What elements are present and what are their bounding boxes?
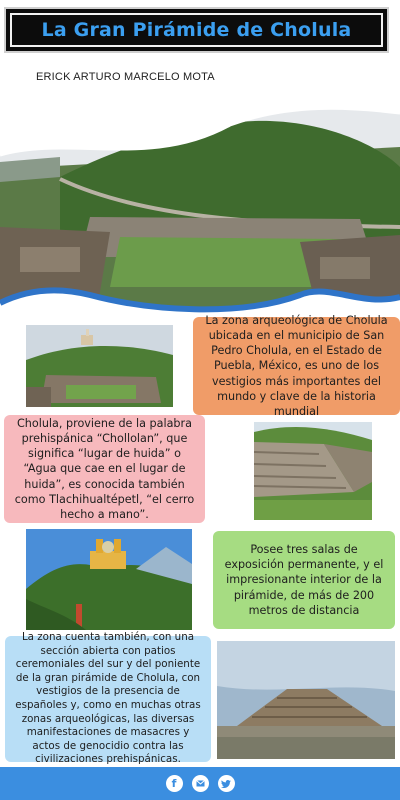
photo-pyramid-of-the-sun xyxy=(217,641,395,759)
info-text-exhibitions: Posee tres salas de exposición permanente, y el impresionante interior de la pirámide, de más de 200 metros de distancia xyxy=(224,542,384,617)
info-text-ceremonial-patios: La zona cuenta también, con una sección abierta con patios ceremoniales del sur y del poniente de la gran pirámide de Cholula, con vestigios de la presencia de españoles y, como en muchas otras zonas arqueológicas, las diversas manifestaciones de masacres y actos de genocidio contra las civilizaciones prehispánicas. xyxy=(15,631,201,766)
info-box-location xyxy=(193,313,400,419)
title-frame xyxy=(10,13,383,47)
twitter-icon[interactable] xyxy=(218,775,235,792)
photo-pyramid-walls xyxy=(254,422,372,520)
info-box-name-origin xyxy=(4,415,205,523)
title-banner xyxy=(4,7,389,53)
photo-church-volcano xyxy=(26,529,192,630)
info-text-location: La zona arqueológica de Cholula ubicada en el municipio de San Pedro Cholula, en el Estado de Puebla, México, es uno de los vestigios más importantes del mundo y clave de la historia mundial xyxy=(205,313,388,419)
info-box-exhibitions xyxy=(213,531,395,629)
photo-church-on-pyramid xyxy=(26,325,173,407)
footer-bar xyxy=(0,767,400,800)
page-title: La Gran Pirámide de Cholula xyxy=(41,19,352,41)
info-text-name-origin: Cholula, proviene de la palabra prehispánica “Chollolan”, que significa “lugar de huida” o “Agua que cae en el lugar de huida”, es conocida también como Tlachihualtépetl, “el cerro hecho a mano”. xyxy=(14,416,195,522)
email-icon[interactable] xyxy=(192,775,209,792)
hero-image xyxy=(0,107,400,322)
author-name: ERICK ARTURO MARCELO MOTA xyxy=(36,71,215,83)
info-box-ceremonial-patios xyxy=(5,631,211,766)
facebook-icon[interactable]: f xyxy=(166,775,183,792)
